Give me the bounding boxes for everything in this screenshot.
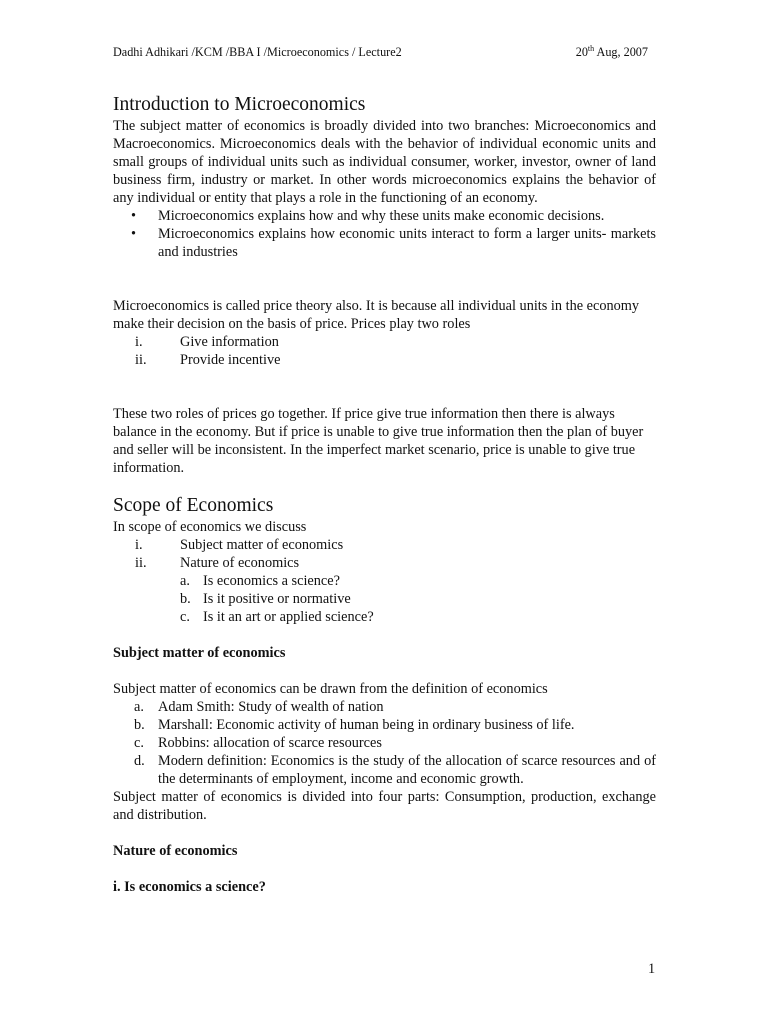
- list-text: Is it positive or normative: [203, 591, 351, 607]
- list-item: [113, 734, 656, 752]
- list-number: ii.: [135, 352, 147, 368]
- list-number: c.: [180, 609, 190, 625]
- list-item: [113, 554, 656, 572]
- header-course-info: Dadhi Adhikari /KCM /BBA I /Microeconomics / Lecture2: [113, 45, 402, 59]
- list-text: Robbins: allocation of scarce resources: [158, 735, 382, 751]
- list-number: a.: [134, 699, 144, 715]
- list-text: Give information: [180, 334, 279, 350]
- definitions-list: [113, 698, 656, 788]
- list-item: [113, 333, 656, 351]
- list-number: b.: [134, 717, 145, 733]
- scope-title: Scope of Economics: [113, 495, 274, 516]
- list-number: i.: [135, 537, 143, 553]
- list-number: i.: [135, 334, 143, 350]
- list-text: Modern definition: Economics is the study of the allocation of scarce resources and of the determinants of employment, income and economic growth.: [158, 753, 656, 787]
- price-theory-paragraph: Microeconomics is called price theory also. It is because all individual units in the economy make their decision on the basis of price. Prices play two roles: [113, 298, 640, 332]
- list-text: Nature of economics: [180, 555, 300, 571]
- nature-sub-list: [113, 572, 656, 626]
- page-header: [113, 44, 648, 60]
- list-number: a.: [180, 573, 190, 589]
- header-date: [576, 44, 648, 60]
- roles-paragraph: These two roles of prices go together. If price give true information then there is always balance in the economy. But if price is unable to give true information then the plan of buyer and seller will be inconsistent. In the imperfect market scenario, price is unable to give true information.: [113, 406, 644, 476]
- intro-bullet-list: [113, 207, 656, 261]
- nature-heading: Nature of economics: [113, 843, 238, 859]
- list-item: [113, 716, 656, 734]
- list-text: Provide incentive: [180, 352, 281, 368]
- list-item: [113, 698, 656, 716]
- list-item: [113, 572, 656, 590]
- list-item: [113, 608, 656, 626]
- subject-matter-closing: Subject matter of economics is divided into four parts: Consumption, production, exchange and distribution.: [113, 789, 656, 823]
- list-text: Is economics a science?: [203, 573, 340, 589]
- header-date-suffix: th: [587, 44, 595, 53]
- list-number: c.: [134, 735, 144, 751]
- page-number: 1: [648, 961, 656, 977]
- list-number: d.: [134, 753, 145, 769]
- bullet-item: • Microeconomics explains how and why these units make economic decisions.: [113, 207, 656, 225]
- document-body: [113, 93, 656, 896]
- list-item: [113, 590, 656, 608]
- list-item: [113, 351, 656, 369]
- header-date-day: 20: [575, 45, 588, 59]
- bullet-item: • Microeconomics explains how economic units interact to form a larger units- markets and industries: [113, 225, 656, 261]
- price-roles-list: [113, 333, 656, 369]
- list-item: [113, 536, 656, 554]
- subject-matter-intro: Subject matter of economics can be drawn from the definition of economics: [113, 681, 548, 697]
- list-text: Marshall: Economic activity of human being in ordinary business of life.: [158, 717, 575, 733]
- intro-title: Introduction to Microeconomics: [113, 94, 366, 115]
- scope-intro: In scope of economics we discuss: [113, 519, 307, 535]
- intro-paragraph: The subject matter of economics is broadly divided into two branches: Microeconomics and Macroeconomics. Microeconomics deals with the behavior of individual economic units and small groups of individual units such as individual consumer, worker, investor, owner of land business firm, industry or market. In other words microeconomics explains the behavior of any individual or entity that plays a role in the functioning of an economy.: [113, 118, 656, 206]
- list-text: Subject matter of economics: [180, 537, 344, 553]
- list-text: Adam Smith: Study of wealth of nation: [158, 699, 384, 715]
- scope-list: [113, 536, 656, 572]
- header-date-rest: Aug, 2007: [594, 45, 648, 59]
- list-text: Is it an art or applied science?: [203, 609, 374, 625]
- nature-subheading: i. Is economics a science?: [113, 879, 266, 895]
- list-number: ii.: [135, 555, 147, 571]
- subject-matter-heading: Subject matter of economics: [113, 645, 286, 661]
- list-item: [113, 752, 656, 788]
- list-number: b.: [180, 591, 191, 607]
